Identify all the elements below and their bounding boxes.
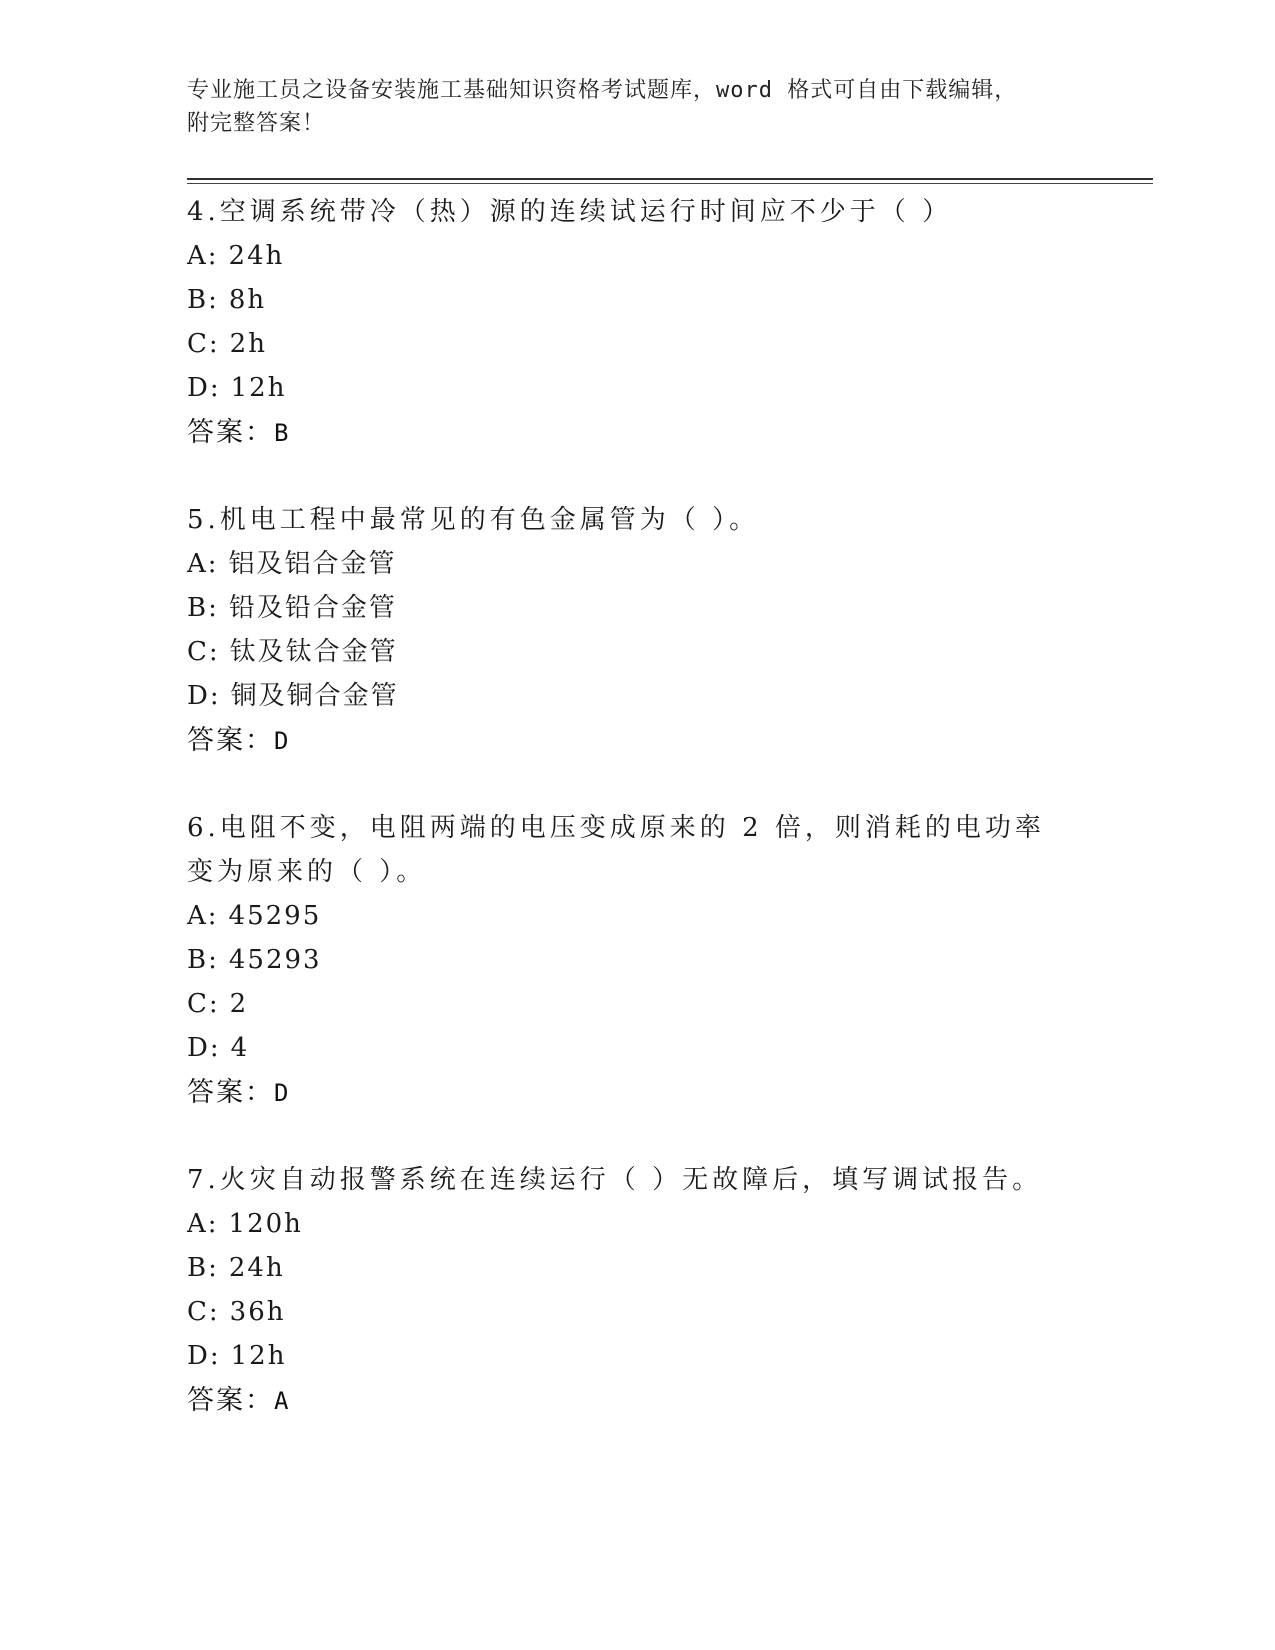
question-option — [187, 1026, 1147, 1070]
question-option — [187, 674, 1147, 718]
question-option — [187, 586, 1147, 630]
option-letter: C: — [187, 989, 220, 1019]
option-letter: B: — [187, 285, 219, 315]
question-option — [187, 278, 1147, 322]
option-letter: B: — [187, 1253, 219, 1283]
question-item — [187, 190, 1147, 456]
option-letter: C: — [187, 329, 220, 359]
question-option — [187, 938, 1147, 982]
option-text: 12h — [230, 1341, 287, 1371]
question-stem: 7.火灾自动报警系统在连续运行（ ）无故障后，填写调试报告。 — [187, 1165, 1043, 1195]
option-letter: C: — [187, 1297, 220, 1327]
question-option — [187, 1290, 1147, 1334]
option-letter: A: — [187, 901, 219, 931]
option-text: 4 — [230, 1033, 250, 1063]
option-letter: C: — [187, 637, 220, 667]
question-option — [187, 366, 1147, 410]
option-text: 24h — [228, 241, 285, 271]
document-header — [187, 74, 1087, 140]
question-option — [187, 542, 1147, 586]
option-text: 45293 — [228, 945, 322, 975]
question-item — [187, 498, 1147, 764]
answer-label: 答案： — [187, 1385, 274, 1416]
option-letter: B: — [187, 945, 219, 975]
answer-line — [187, 410, 1147, 456]
question-option — [187, 322, 1147, 366]
answer-value: D — [274, 727, 291, 755]
answer-label: 答案： — [187, 1077, 274, 1108]
header-divider-thick — [187, 178, 1153, 180]
question-option — [187, 630, 1147, 674]
option-text: 12h — [230, 373, 287, 403]
option-text: 36h — [229, 1297, 286, 1327]
option-text: 2h — [229, 329, 267, 359]
question-stem: 5.机电工程中最常见的有色金属管为（ ）。 — [187, 505, 760, 535]
question-option — [187, 1334, 1147, 1378]
question-item — [187, 806, 1147, 1116]
option-text: 24h — [228, 1253, 285, 1283]
answer-label: 答案： — [187, 417, 274, 448]
option-text: 2 — [229, 989, 249, 1019]
option-text: 8h — [228, 285, 267, 315]
option-text: 钛及钛合金管 — [229, 637, 398, 667]
option-text: 铜及铜合金管 — [230, 681, 399, 711]
question-option — [187, 1246, 1147, 1290]
option-letter: A: — [187, 549, 219, 579]
header-line-1: 专业施工员之设备安装施工基础知识资格考试题库，word 格式可自由下载编辑， — [187, 78, 1018, 103]
answer-label: 答案： — [187, 725, 274, 756]
question-item — [187, 1158, 1147, 1424]
question-option — [187, 894, 1147, 938]
option-text: 铅及铅合金管 — [228, 593, 397, 623]
question-option — [187, 982, 1147, 1026]
option-letter: D: — [187, 1341, 221, 1371]
option-letter: A: — [187, 241, 219, 271]
option-letter: D: — [187, 681, 221, 711]
question-option — [187, 1202, 1147, 1246]
question-stem: 6.电阻不变，电阻两端的电压变成原来的 2 倍，则消耗的电功率变为原来的（ ）。 — [187, 813, 1045, 887]
option-letter: D: — [187, 373, 221, 403]
answer-value: A — [274, 1387, 291, 1415]
question-stem: 4.空调系统带冷（热）源的连续试运行时间应不少于（ ） — [187, 197, 953, 227]
option-letter: A: — [187, 1209, 219, 1239]
question-list — [187, 190, 1147, 1466]
answer-line — [187, 1070, 1147, 1116]
question-option — [187, 234, 1147, 278]
option-letter: D: — [187, 1033, 221, 1063]
option-letter: B: — [187, 593, 219, 623]
option-text: 45295 — [228, 901, 322, 931]
answer-line — [187, 1378, 1147, 1424]
option-text: 铝及铝合金管 — [228, 549, 397, 579]
option-text: 120h — [228, 1209, 303, 1239]
header-line-2: 附完整答案！ — [187, 111, 326, 136]
answer-value: B — [274, 419, 291, 447]
answer-line — [187, 718, 1147, 764]
answer-value: D — [274, 1079, 291, 1107]
header-divider-thin — [187, 183, 1153, 184]
